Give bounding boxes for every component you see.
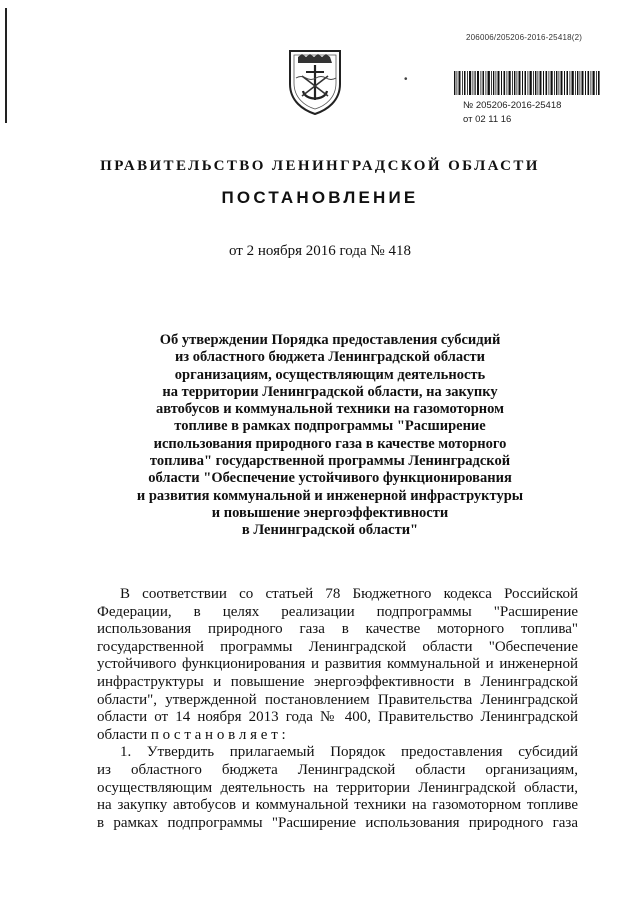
title-line: топливе в рамках подпрограммы "Расширение — [174, 418, 486, 435]
title-line: и развития коммунальной и инженерной инфраструктуры — [136, 487, 524, 504]
body-line: осуществляющим деятельность на территории Ленинградской области, — [97, 779, 578, 796]
registration-barcode — [453, 70, 601, 96]
title-line: автобусов и коммунальной техники на газомоторном — [156, 401, 504, 418]
title-line: области "Обеспечение устойчивого функционирования — [148, 470, 512, 487]
title-line: организациям, осуществляющим деятельность — [174, 366, 486, 383]
title-line: использования природного газа в качестве моторного — [153, 435, 507, 452]
body-line: В соответствии со статьей 78 Бюджетного кодекса Российской — [120, 586, 578, 602]
body-line: области от 14 ноября 2013 года № 400, Правительство Ленинградской — [97, 709, 578, 726]
body-line: из областного бюджета Ленинградской области организациям, — [97, 761, 578, 778]
body-line: устойчивого функционирования и развития коммунальной и инженерной — [97, 656, 578, 673]
body-line: Федерации, в целях реализации подпрограммы "Расширение — [97, 603, 578, 620]
title-line: и повышение энергоэффективности — [211, 504, 449, 521]
title-line: топлива" государственной программы Ленинградской — [149, 453, 511, 470]
document-date: от 2 ноября 2016 года № 418 — [229, 243, 411, 259]
registration-stamp-top: 206006/205206-2016-25418(2) — [466, 33, 583, 42]
issuing-authority: ПРАВИТЕЛЬСТВО ЛЕНИНГРАДСКОЙ ОБЛАСТИ — [100, 158, 540, 174]
scan-mark: • — [404, 74, 408, 85]
body-line: области", утвержденной постановлением Правительства Ленинградской — [97, 691, 578, 708]
registration-number: № 205206-2016-25418 — [463, 100, 562, 111]
scan-edge-line — [5, 8, 7, 123]
document-type: ПОСТАНОВЛЕНИЕ — [221, 188, 419, 207]
title-line: из областного бюджета Ленинградской области — [174, 349, 486, 366]
body-line: использования природного газа в качестве моторного топлива" — [97, 621, 578, 638]
body-line: на закупку автобусов и коммунальной техники на газомоторном топливе — [97, 797, 578, 814]
coat-of-arms-emblem — [286, 48, 344, 116]
body-line: области п о с т а н о в л я е т : — [97, 726, 286, 743]
body-line: в рамках подпрограммы "Расширение использования природного газа — [97, 814, 578, 831]
body-line: 1. Утвердить прилагаемый Порядок предоставления субсидий — [120, 744, 578, 761]
resolution-body — [97, 586, 578, 832]
body-line: инфраструктуры и повышение энергоэффективности в Ленинградской — [97, 673, 578, 690]
registration-date: от 02 11 16 — [463, 114, 512, 125]
title-line: на территории Ленинградской области, на закупку — [162, 383, 498, 400]
resolution-title — [130, 332, 530, 540]
title-line: в Ленинградской области" — [241, 522, 419, 539]
title-line: Об утверждении Порядка предоставления субсидий — [159, 332, 501, 348]
body-line: государственной программы Ленинградской области "Обеспечение — [97, 638, 578, 655]
